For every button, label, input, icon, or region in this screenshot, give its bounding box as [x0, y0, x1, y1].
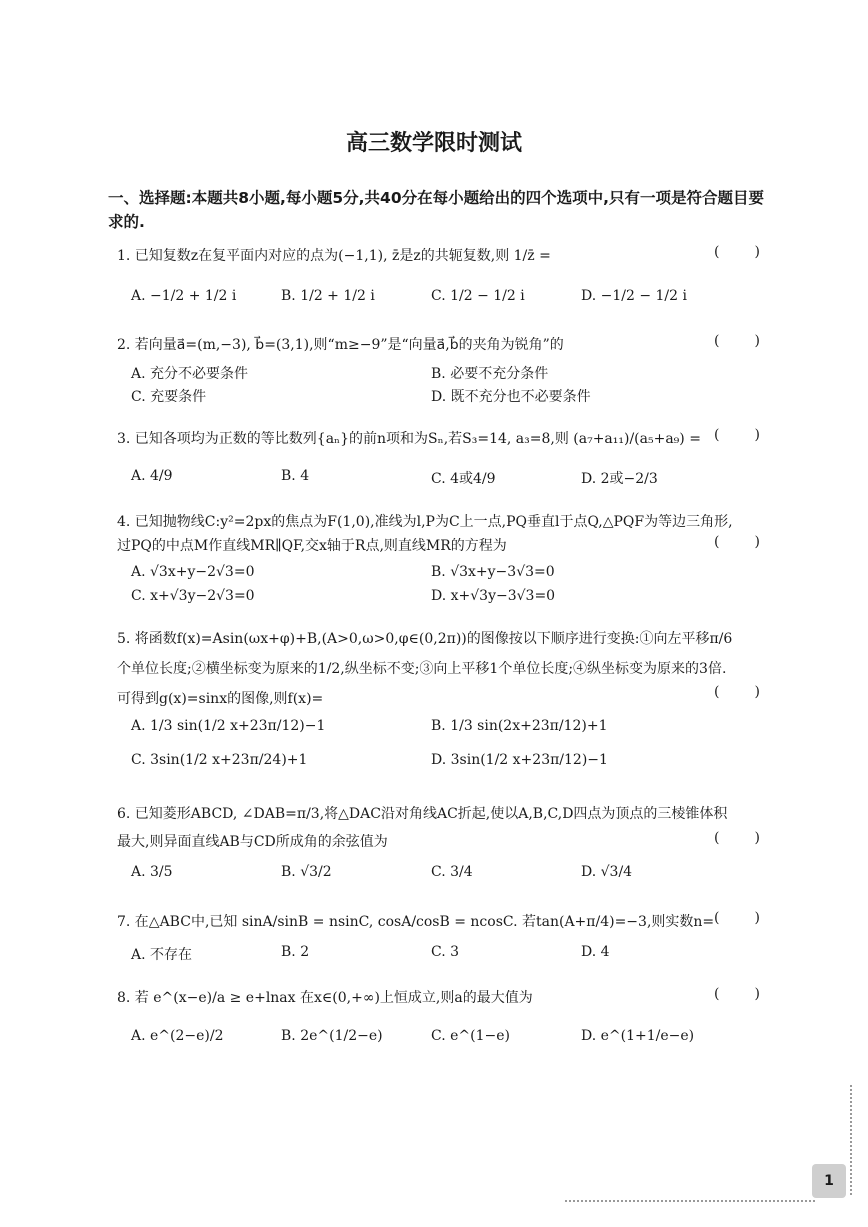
question-6 — [117, 800, 737, 856]
q2-option-b: B. 必要不充分条件 — [431, 366, 549, 382]
question-4-stem: 4. 已知抛物线C:y²=2px的焦点为F(1,0),准线为l,P为C上一点,PQ垂直l于点Q,△PQF为等边三角形,过PQ的中点M作直线MR∥QF,交x轴于R点,则直线MR的方程为 — [117, 514, 733, 554]
answer-bracket-7: ( ) — [714, 910, 760, 926]
answer-bracket-6: ( ) — [714, 830, 760, 846]
q3-option-d: D. 2或−2/3 — [581, 471, 658, 487]
q7-option-b: B. 2 — [281, 944, 310, 960]
page-corner-dotted-border — [850, 1085, 852, 1195]
question-5 — [117, 624, 737, 714]
q3-option-c: C. 4或4/9 — [431, 471, 496, 487]
q6-option-d: D. √3/4 — [581, 864, 633, 880]
q4-option-c: C. x+√3y−2√3=0 — [131, 588, 255, 604]
question-2-stem: 2. 若向量a⃗=(m,−3), b⃗=(3,1),则“m≥−9”是“向量a⃗,b⃗的夹角为锐角”的 — [117, 337, 564, 353]
q4-option-a: A. √3x+y−2√3=0 — [131, 564, 255, 580]
question-8 — [117, 986, 757, 1010]
question-1 — [117, 244, 757, 268]
answer-bracket-2: ( ) — [714, 333, 760, 349]
q4-option-b: B. √3x+y−3√3=0 — [431, 564, 555, 580]
question-3 — [117, 427, 757, 451]
q7-option-d: D. 4 — [581, 944, 610, 960]
section-heading: 一、选择题:本题共8小题,每小题5分,共40分在每小题给出的四个选项中,只有一项是符合题目要求的. — [108, 189, 765, 231]
question-7-stem: 7. 在△ABC中,已知 sinA/sinB = nsinC, cosA/cosB = ncosC. 若tan(A+π/4)=−3,则实数n= — [117, 914, 715, 930]
q8-option-b: B. 2e^(1/2−e) — [281, 1028, 383, 1044]
q5-option-b: B. 1/3 sin(2x+23π/12)+1 — [431, 718, 608, 734]
q1-option-a: A. −1/2 + 1/2 i — [131, 288, 237, 304]
q4-option-d: D. x+√3y−3√3=0 — [431, 588, 556, 604]
q6-option-b: B. √3/2 — [281, 864, 332, 880]
question-3-stem: 3. 已知各项均为正数的等比数列{aₙ}的前n项和为Sₙ,若S₃=14, a₃=8,则 (a₇+a₁₁)/(a₅+a₉) = — [117, 431, 701, 447]
q6-option-c: C. 3/4 — [431, 864, 473, 880]
q3-option-a: A. 4/9 — [131, 468, 173, 484]
q5-option-c: C. 3sin(1/2 x+23π/24)+1 — [131, 752, 308, 768]
q5-option-a: A. 1/3 sin(1/2 x+23π/12)−1 — [131, 718, 326, 734]
q3-option-b: B. 4 — [281, 468, 310, 484]
answer-bracket-5: ( ) — [714, 684, 760, 700]
question-6-stem: 6. 已知菱形ABCD, ∠DAB=π/3,将△DAC沿对角线AC折起,使以A,B,C,D四点为顶点的三棱锥体积最大,则异面直线AB与CD所成角的余弦值为 — [117, 806, 728, 850]
q8-option-d: D. e^(1+1/e−e) — [581, 1028, 695, 1044]
q2-option-d: D. 既不充分也不必要条件 — [431, 389, 591, 405]
question-1-stem: 1. 已知复数z在复平面内对应的点为(−1,1), z̄是z的共轭复数,则 1/z̄ = — [117, 248, 551, 264]
question-2 — [117, 333, 757, 357]
page-number: 1 — [812, 1164, 846, 1198]
q8-option-c: C. e^(1−e) — [431, 1028, 510, 1044]
question-8-stem: 8. 若 e^(x−e)/a ≥ e+lnax 在x∈(0,+∞)上恒成立,则a的最大值为 — [117, 990, 533, 1006]
answer-bracket-1: ( ) — [714, 244, 760, 260]
q2-option-c: C. 充要条件 — [131, 389, 207, 405]
question-7 — [117, 910, 757, 934]
q1-option-d: D. −1/2 − 1/2 i — [581, 288, 687, 304]
answer-bracket-3: ( ) — [714, 427, 760, 443]
q7-option-c: C. 3 — [431, 944, 460, 960]
q6-option-a: A. 3/5 — [131, 864, 173, 880]
page-title: 高三数学限时测试 — [345, 131, 522, 156]
q7-option-a: A. 不存在 — [131, 947, 193, 963]
answer-bracket-4: ( ) — [714, 534, 760, 550]
question-4 — [117, 510, 737, 558]
q1-option-b: B. 1/2 + 1/2 i — [281, 288, 375, 304]
q5-option-d: D. 3sin(1/2 x+23π/12)−1 — [431, 752, 608, 768]
q1-option-c: C. 1/2 − 1/2 i — [431, 288, 525, 304]
q8-option-a: A. e^(2−e)/2 — [131, 1028, 224, 1044]
question-5-stem: 5. 将函数f(x)=Asin(ωx+φ)+B,(A>0,ω>0,φ∈(0,2π))的图像按以下顺序进行变换:①向左平移π/6个单位长度;②横坐标变为原来的1/2,纵坐标不变;③向上平移1个单位长度;④纵坐标变为原来的3倍.可得到g(x)=sinx的图像,则f(x)= — [117, 631, 733, 707]
page-bottom-dotted-border — [565, 1200, 815, 1202]
answer-bracket-8: ( ) — [714, 986, 760, 1002]
q2-option-a: A. 充分不必要条件 — [131, 366, 249, 382]
